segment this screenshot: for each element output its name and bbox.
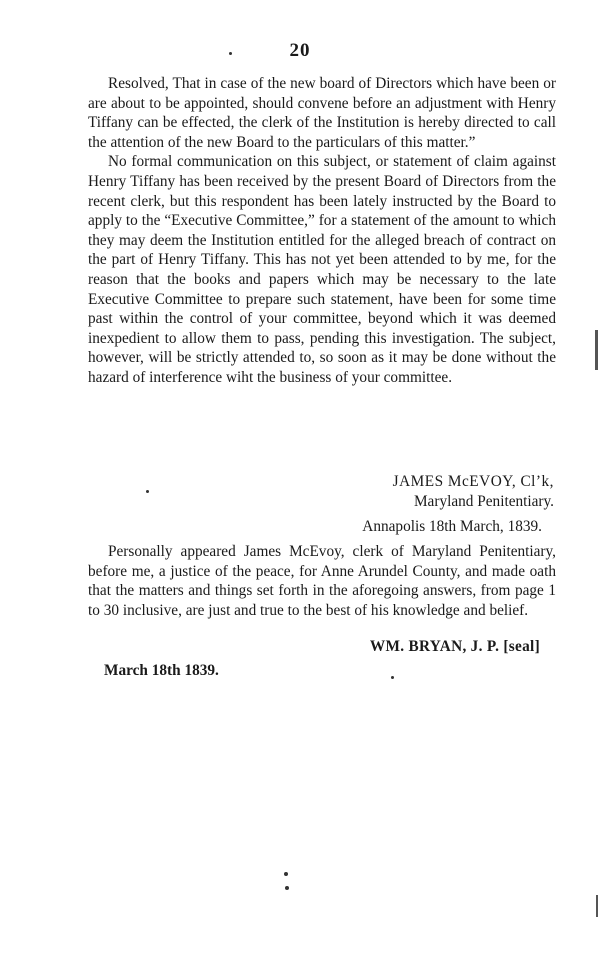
affidavit-paragraph: Personally appeared James McEvoy, clerk of Maryland Penitentiary, before me, a justice of the peace, for Anne Arundel County, and made oath that the matters and things set forth in the aforegoing answers, from page 1 to 30 inclusive, are just and true to the best of his knowledge and belief.	[88, 543, 556, 619]
justice-signature: WM. BRYAN, J. P. [seal]	[369, 638, 540, 655]
scan-speck	[391, 676, 394, 679]
place-date: Annapolis 18th March, 1839.	[362, 518, 542, 535]
binding-edge-mark	[595, 330, 598, 370]
scan-speck	[285, 886, 289, 890]
clerk-signature	[393, 472, 554, 512]
binding-edge-mark	[596, 895, 598, 917]
body-text	[88, 74, 556, 388]
affidavit-text	[88, 542, 556, 620]
justice-date: March 18th 1839.	[104, 662, 219, 679]
scan-speck	[284, 872, 288, 876]
scan-speck	[146, 490, 149, 493]
page-number: 20	[289, 40, 311, 61]
clerk-title: Maryland Penitentiary.	[413, 493, 554, 510]
clerk-name: JAMES McEVOY, Cl’k,	[392, 473, 554, 490]
resolution-paragraph: Resolved, That in case of the new board of Directors which have been or are about to be appointed, should convene before an adjustment with Henry Tiffany can be effected, the clerk of the Institution is hereby directed to call the attention of the new Board to the particulars of this matter.”	[88, 75, 556, 151]
scan-speck	[229, 52, 232, 55]
response-paragraph: No formal communication on this subject, or statement of claim against Henry Tiffany has been received by the present Board of Directors from the recent clerk, but this respondent has been lately instructed by the Board to apply to the “Executive Committee,” for a statement of the amount to which they may deem the Institution entitled for the alleged breach of contract on the part of Henry Tiffany. This has not yet been attended to by me, for the reason that the books and papers which may be necessary to the late Executive Committee to prepare such statement, have been for some time past within the control of your committee, beyond which it was deemed inexpedient to allow them to pass, pending this investigation. The subject, however, will be strictly attended to, so soon as it may be done without the hazard of interference wiht the business of your committee.	[88, 153, 556, 386]
